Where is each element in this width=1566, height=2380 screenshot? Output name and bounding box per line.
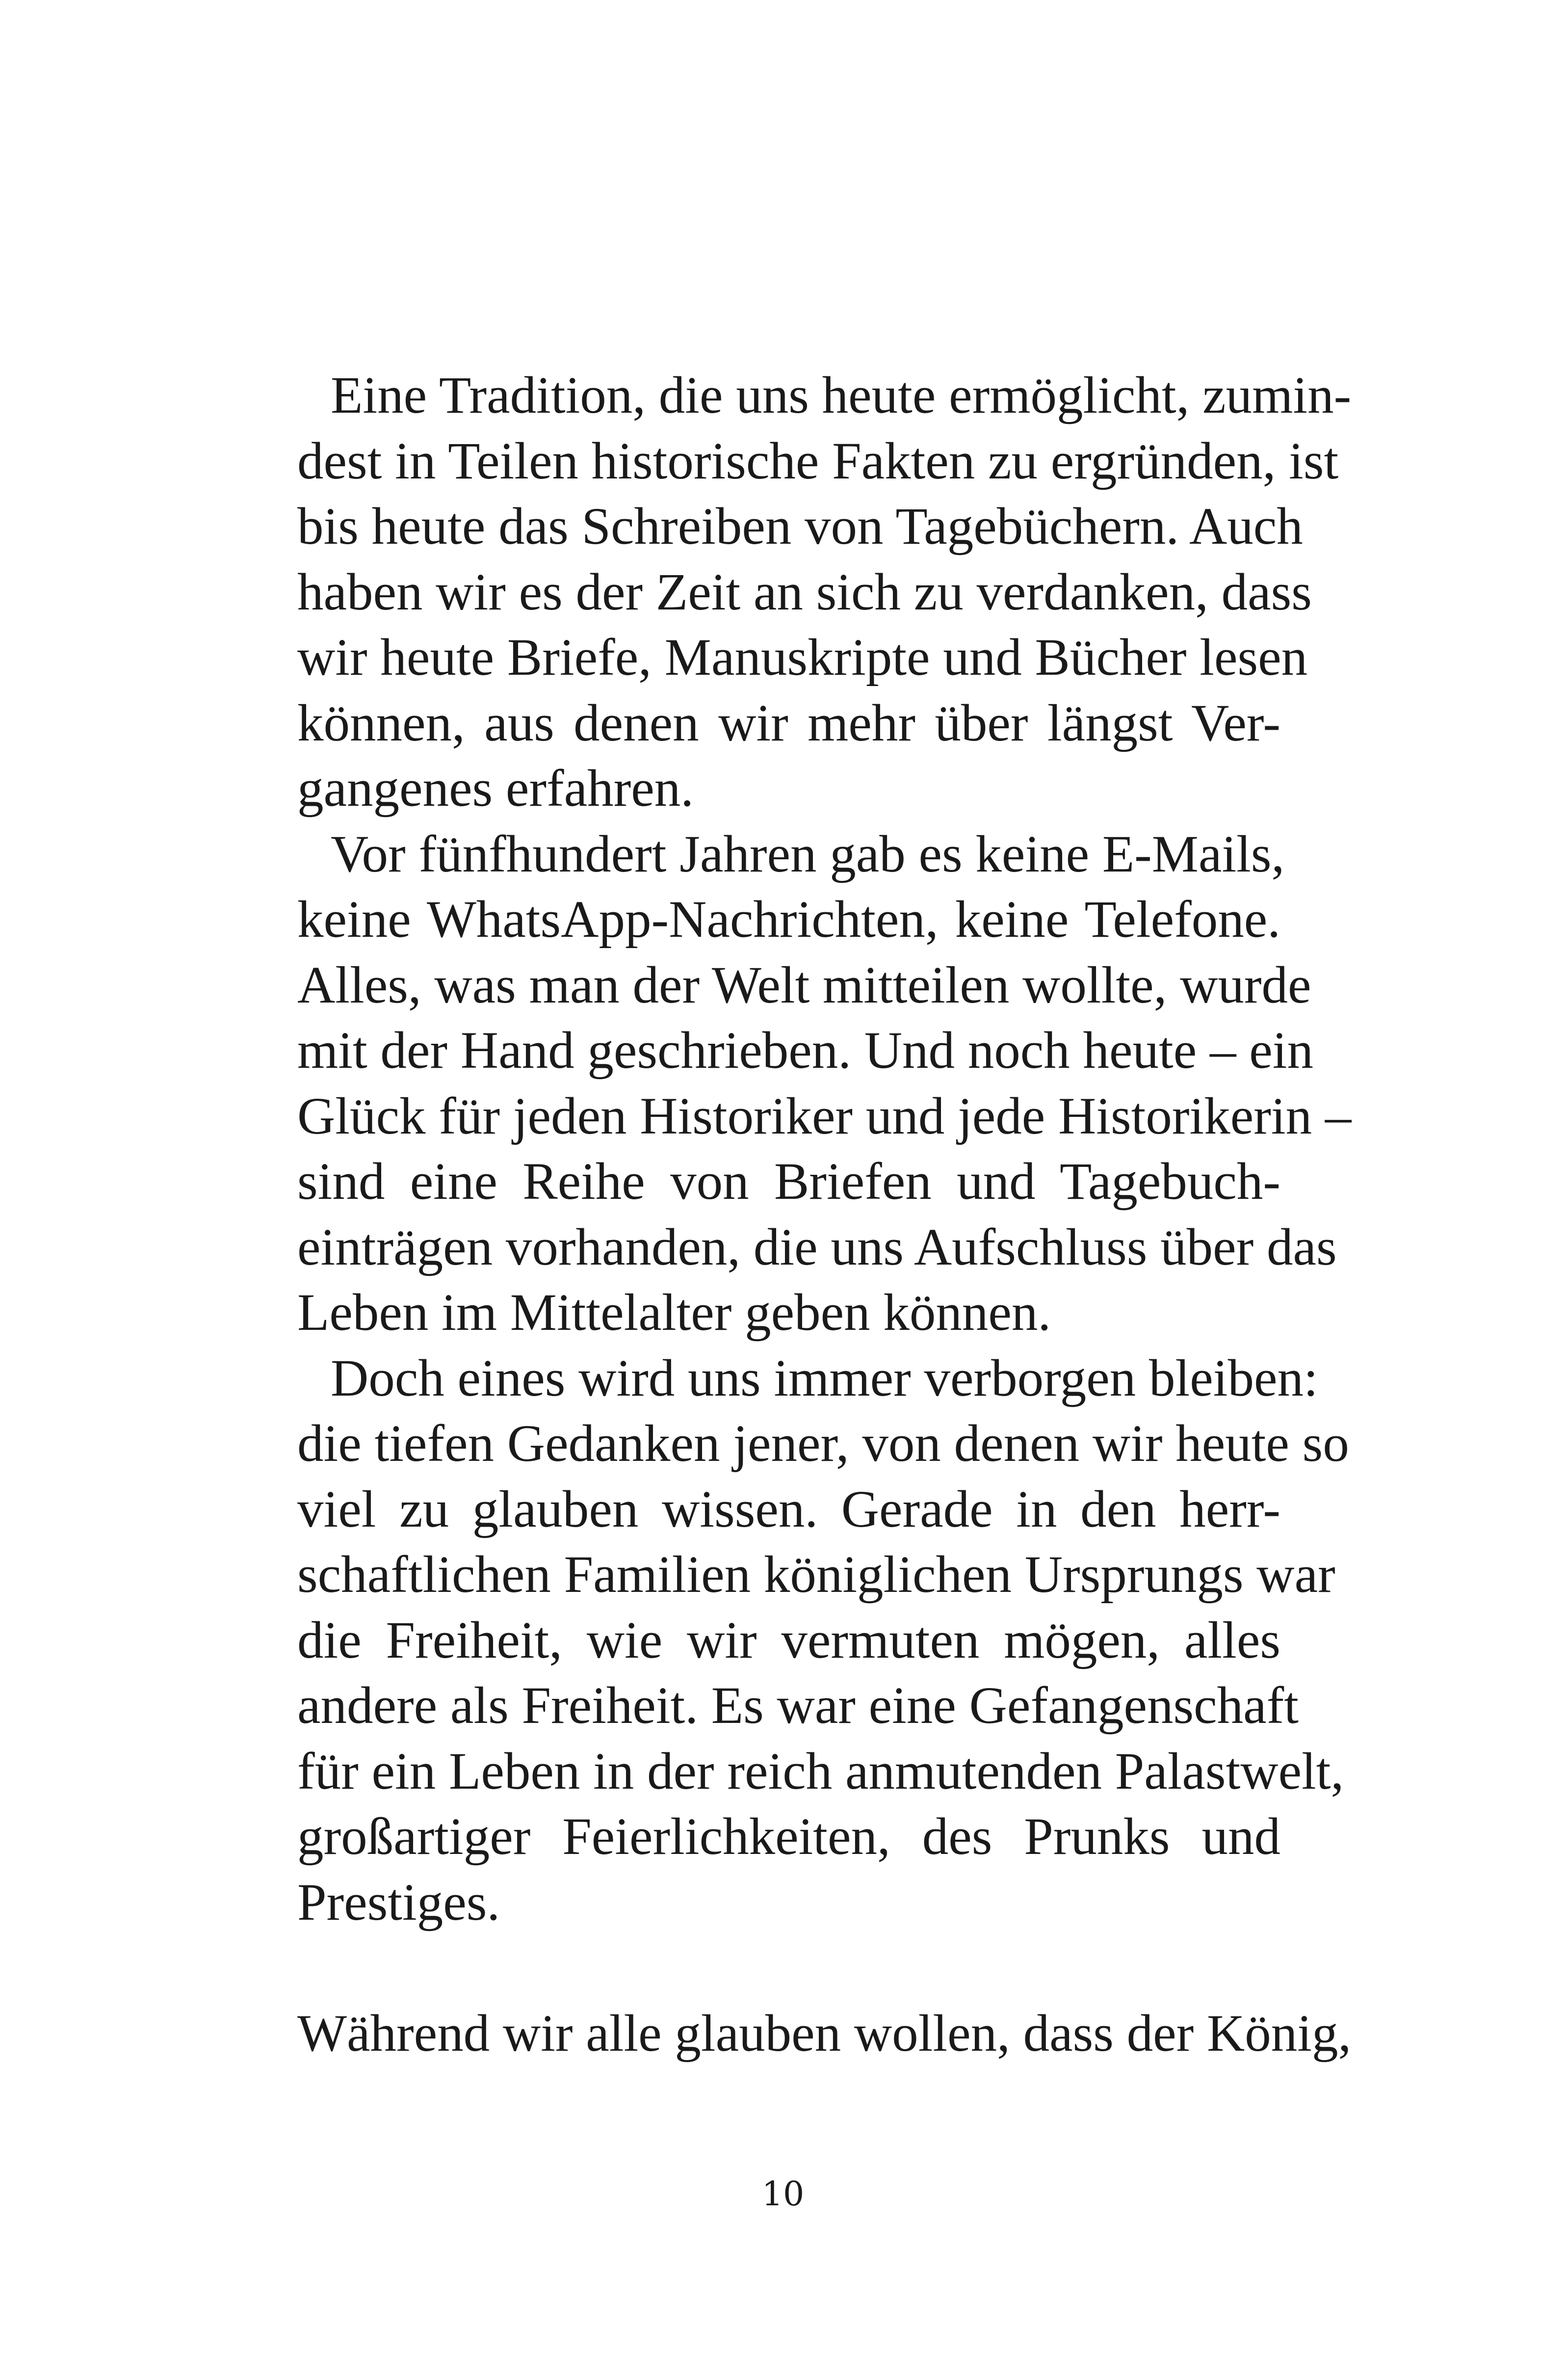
text-line: großartiger Feierlichkeiten, des Prunks und [297, 1808, 1280, 1866]
text-line: können, aus denen wir mehr über längst Ver- [297, 694, 1280, 752]
text-line: keine WhatsApp-Nachrichten, keine Telefone. [297, 891, 1280, 949]
text-line: wir heute Briefe, Manuskripte und Bücher lesen [297, 629, 1308, 687]
text-line: gangenes erfahren. [297, 760, 694, 818]
page-number: 10 [761, 2175, 805, 2214]
text-line: für ein Leben in der reich anmutenden Palastwelt, [297, 1742, 1344, 1800]
text-line: Eine Tradition, die uns heute ermöglicht, zumin- [331, 367, 1352, 424]
text-line: Alles, was man der Welt mitteilen wollte, wurde [297, 956, 1311, 1014]
text-line: die Freiheit, wie wir vermuten mögen, alles [297, 1611, 1280, 1669]
text-line: mit der Hand geschrieben. Und noch heute – ein [297, 1022, 1313, 1080]
text-line: dest in Teilen historische Fakten zu ergründen, ist [297, 432, 1339, 490]
text-line: einträgen vorhanden, die uns Aufschluss über das [297, 1218, 1337, 1276]
text-line: Prestiges. [297, 1873, 500, 1931]
text-line: viel zu glauben wissen. Gerade in den herr- [297, 1480, 1280, 1538]
text-line: Doch eines wird uns immer verborgen bleiben: [331, 1349, 1318, 1407]
text-line: Glück für jeden Historiker und jede Historikerin – [297, 1087, 1352, 1145]
text-line: haben wir es der Zeit an sich zu verdanken, dass [297, 563, 1312, 621]
text-line: andere als Freiheit. Es war eine Gefangenschaft [297, 1677, 1299, 1735]
text-line: Leben im Mittelalter geben können. [297, 1284, 1051, 1342]
body-text [297, 363, 1352, 2066]
text-line: bis heute das Schreiben von Tagebüchern. Auch [297, 498, 1303, 555]
text-line: die tiefen Gedanken jener, von denen wir heute so [297, 1415, 1349, 1473]
text-line: Während wir alle glauben wollen, dass der König, [297, 2004, 1352, 2063]
text-line: sind eine Reihe von Briefen und Tagebuch- [297, 1153, 1280, 1211]
text-line: Vor fünfhundert Jahren gab es keine E-Mails, [331, 825, 1285, 883]
text-line: schaftlichen Familien königlichen Ursprungs war [297, 1546, 1335, 1604]
section-break [297, 1935, 1280, 2001]
